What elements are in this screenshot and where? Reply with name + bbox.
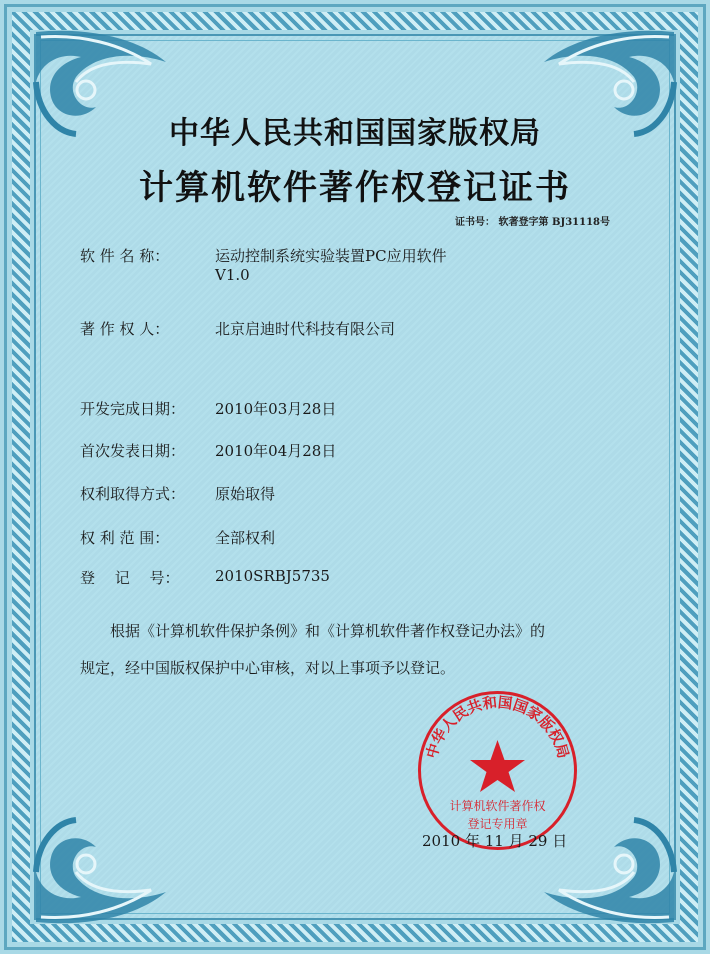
first-publish-date-label: 首次发表日期： (80, 442, 186, 460)
rights-scope-label: 权 利 范 围： (80, 529, 170, 547)
registration-statement (80, 613, 620, 687)
first-publish-date-row (80, 440, 336, 461)
statement-line2: 规定，经中国版权保护中心审核，对以上事项予以登记。 (80, 659, 456, 677)
completion-date-value: 2010年03月28日 (215, 400, 337, 418)
registration-no-row (80, 567, 330, 588)
seal-ring-text: 中华人民共和国国家版权局 (424, 695, 571, 761)
software-name-row (80, 245, 447, 284)
copyright-owner-value: 北京启迪时代科技有限公司 (215, 320, 396, 338)
statement-line1: 根据《计算机软件保护条例》和《计算机软件著作权登记办法》的 (110, 622, 546, 640)
issue-date: 2010 年 11 月 29 日 (422, 832, 568, 850)
software-name-line1: 运动控制系统实验装置PC应用软件 (215, 247, 447, 265)
issuing-authority: 中华人民共和国国家版权局 (169, 116, 541, 151)
software-name-line2: V1.0 (215, 266, 250, 284)
registration-no-label: 登 记 号： (80, 569, 180, 587)
copyright-owner-row (80, 318, 395, 339)
software-name-label: 软 件 名 称： (80, 247, 170, 265)
completion-date-label: 开发完成日期： (80, 400, 186, 418)
acquisition-method-row (80, 483, 275, 504)
certificate-number (455, 213, 610, 228)
acquisition-method-label: 权利取得方式： (80, 485, 186, 503)
corner-ornament-icon (26, 812, 176, 932)
rights-scope-row (80, 527, 275, 548)
acquisition-method-value: 原始取得 (215, 485, 276, 503)
registration-no-value: 2010SRBJ5735 (215, 567, 330, 585)
first-publish-date-value: 2010年04月28日 (215, 442, 337, 460)
certificate-number-label: 证书号： (455, 217, 496, 228)
official-seal-icon (415, 688, 580, 853)
certificate-title: 计算机软件著作权登记证书 (139, 168, 571, 208)
completion-date-row (80, 398, 336, 419)
software-name-value (215, 245, 447, 284)
rights-scope-value: 全部权利 (215, 529, 276, 547)
seal-line2: 登记专用章 (467, 817, 528, 831)
seal-line1: 计算机软件著作权 (449, 799, 546, 813)
certificate-number-value: 软著登字第 BJ31118号 (498, 217, 610, 228)
copyright-owner-label: 著 作 权 人： (80, 320, 170, 338)
